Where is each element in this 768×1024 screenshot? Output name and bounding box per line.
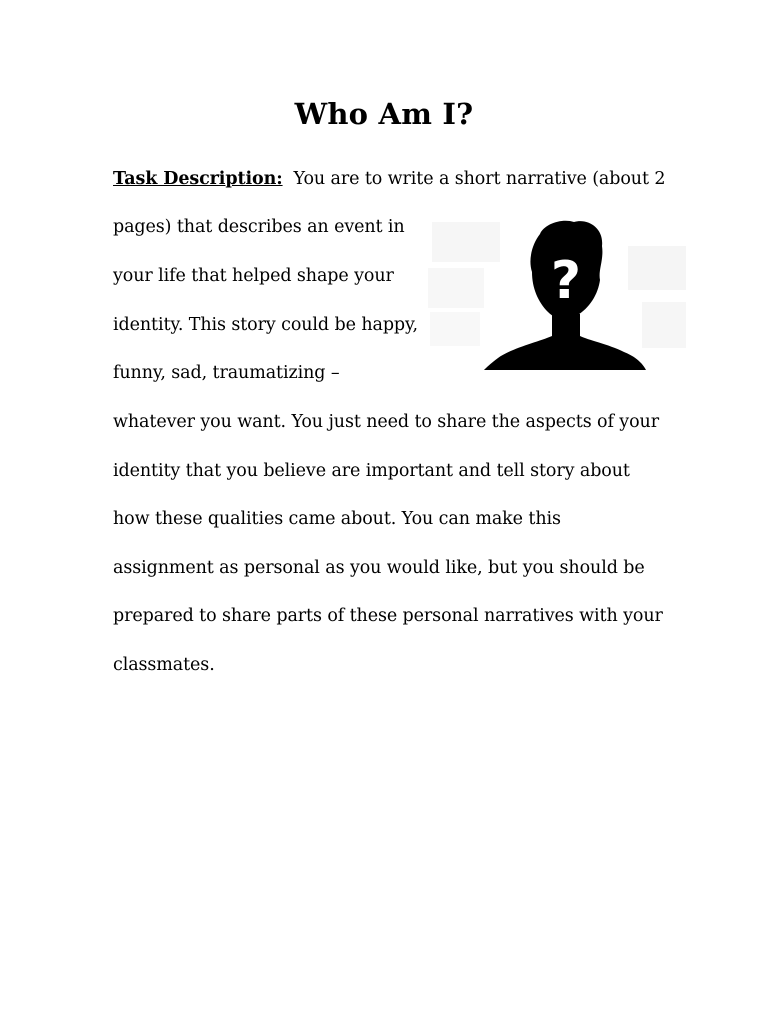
paragraph-line: classmates. xyxy=(113,655,215,675)
paragraph-line: assignment as personal as you would like, but you should be xyxy=(113,558,645,578)
background-shade xyxy=(430,312,480,346)
line-text: You are to write a short narrative (about 2 xyxy=(293,169,666,189)
paragraph-line: identity. This story could be happy, xyxy=(113,315,418,335)
paragraph-line: pages) that describes an event in xyxy=(113,217,405,237)
page-title: Who Am I? xyxy=(294,97,474,131)
background-shade xyxy=(642,302,686,348)
paragraph-line: how these qualities came about. You can make this xyxy=(113,509,561,529)
question-mark-glyph: ? xyxy=(550,251,582,311)
paragraph-line xyxy=(113,167,665,191)
paragraph-line: whatever you want. You just need to share the aspects of your xyxy=(113,412,659,432)
background-shade xyxy=(432,222,500,262)
background-shade xyxy=(628,246,686,290)
paragraph-line: identity that you believe are important and tell story about xyxy=(113,461,630,481)
task-description-label: Task Description: xyxy=(113,169,283,189)
background-shade xyxy=(428,268,484,308)
silhouette-shoulders xyxy=(484,312,646,370)
paragraph-line: prepared to share parts of these personal narratives with your xyxy=(113,606,663,626)
paragraph-line: your life that helped shape your xyxy=(113,266,394,286)
person-silhouette-question-mark-icon xyxy=(428,216,690,376)
paragraph-line: funny, sad, traumatizing – xyxy=(113,363,340,383)
